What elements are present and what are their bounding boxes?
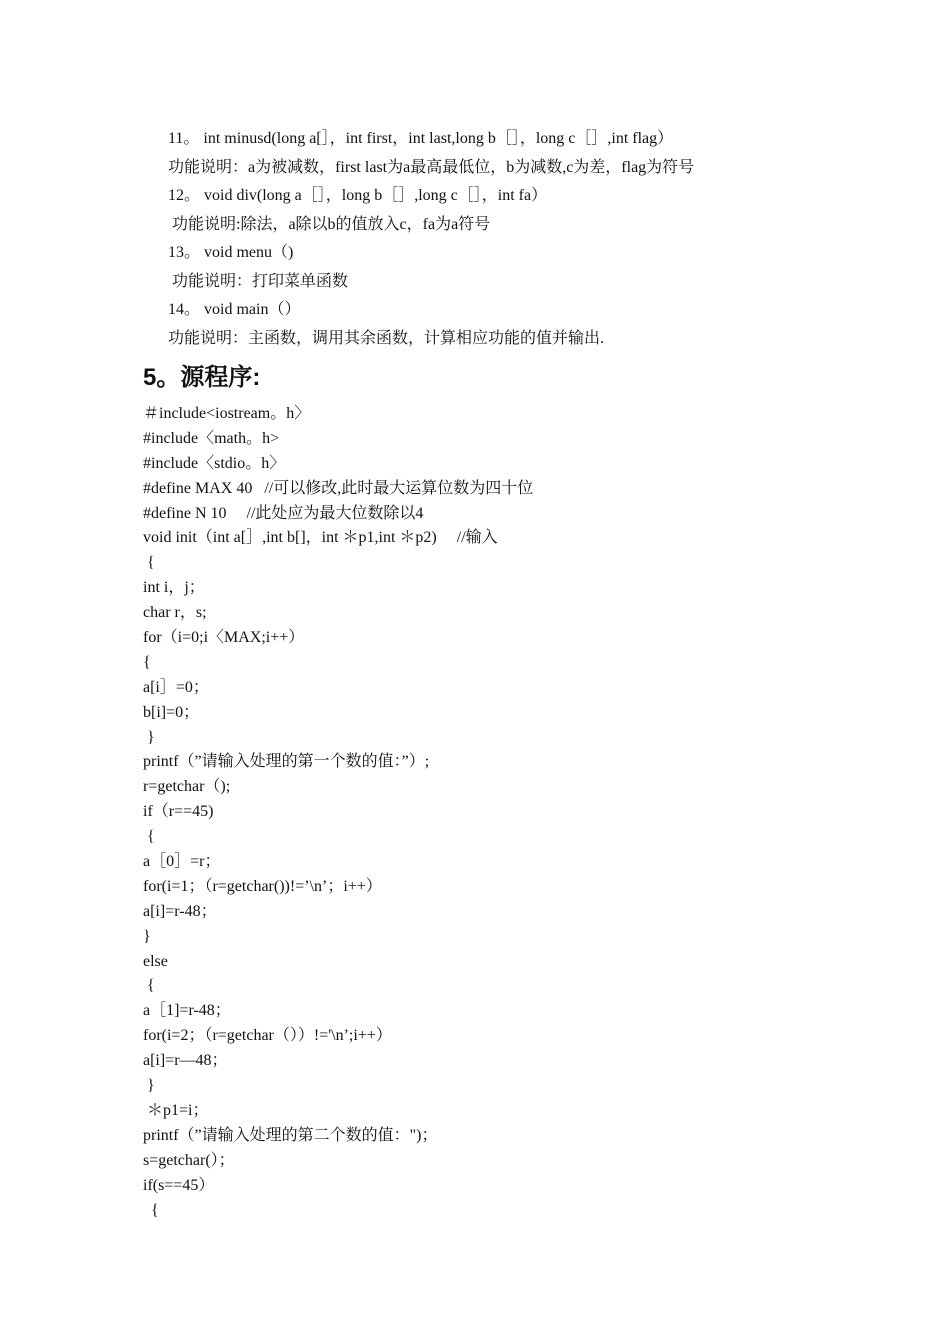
code-line: a[i]=r-48；: [143, 902, 217, 920]
code-line: if（r==45): [143, 803, 214, 821]
function-description-12: 功能说明:除法，a除以b的值放入c，fa为a符号: [168, 215, 491, 233]
code-line: {: [143, 828, 155, 846]
section-heading-source-code: 5。源程序:: [143, 364, 261, 391]
code-line: printf（”请输入处理的第二个数的值：")；: [143, 1126, 438, 1144]
code-line: for（i=0;i〈MAX;i++）: [143, 629, 305, 647]
code-line: int i，j；: [143, 579, 205, 597]
code-line: #include〈stdio。h〉: [143, 454, 286, 472]
code-line: }: [143, 1077, 155, 1095]
code-line: #define N 10 //此处应为最大位数除以4: [143, 504, 424, 522]
code-line: else: [143, 952, 168, 970]
code-line: void init（int a[］,int b[]，int ＊p1,int ＊p2) //输入: [143, 529, 498, 547]
code-line: char r，s;: [143, 604, 207, 622]
code-line: ＃include<iostream。h〉: [143, 405, 311, 422]
function-description-13: 功能说明：打印菜单函数: [168, 272, 349, 290]
function-signature-13: 13。 void menu（): [168, 244, 294, 261]
code-line: }: [143, 728, 155, 746]
code-line: #include〈math。h>: [143, 429, 280, 447]
function-description-11: 功能说明：a为被减数，first last为a最高最低位，b为减数,c为差，flag为符号: [168, 158, 695, 176]
code-line: for(i=2；（r=getchar（））!='\n’;i++）: [143, 1027, 392, 1045]
code-line: r=getchar（);: [143, 778, 231, 796]
code-line: {: [143, 653, 151, 671]
code-line: s=getchar(）；: [143, 1151, 235, 1169]
code-line: if(s==45）: [143, 1176, 215, 1194]
code-line: a［0］=r；: [143, 853, 221, 871]
code-line: printf（”请输入处理的第一个数的值：”）;: [143, 753, 430, 771]
code-line: a［1]=r-48；: [143, 1002, 231, 1020]
function-signature-11: 11。 int minusd(long a[］，int first，int last,long b［］，long c［］,int flag）: [168, 130, 674, 147]
function-signature-14: 14。 void main（）: [168, 301, 301, 318]
code-line: {: [143, 977, 155, 995]
function-signature-12: 12。 void div(long a［］，long b［］,long c［］，int fa）: [168, 187, 548, 204]
code-line: {: [143, 1201, 159, 1219]
code-line: #define MAX 40 //可以修改,此时最大运算位数为四十位: [143, 479, 534, 497]
source-code-block: [143, 402, 863, 1223]
code-line: ＊p1=i；: [143, 1101, 209, 1119]
code-line: a[i］=0；: [143, 678, 209, 696]
code-line: {: [143, 554, 155, 572]
code-line: b[i]=0；: [143, 703, 200, 721]
function-description-14: 功能说明：主函数，调用其余函数，计算相应功能的值并输出.: [168, 329, 605, 347]
code-line: }: [143, 927, 151, 945]
code-line: for(i=1；（r=getchar())!=’\n’；i++）: [143, 877, 382, 895]
function-description-list: [168, 125, 888, 353]
code-line: a[i]=r—48；: [143, 1052, 228, 1070]
